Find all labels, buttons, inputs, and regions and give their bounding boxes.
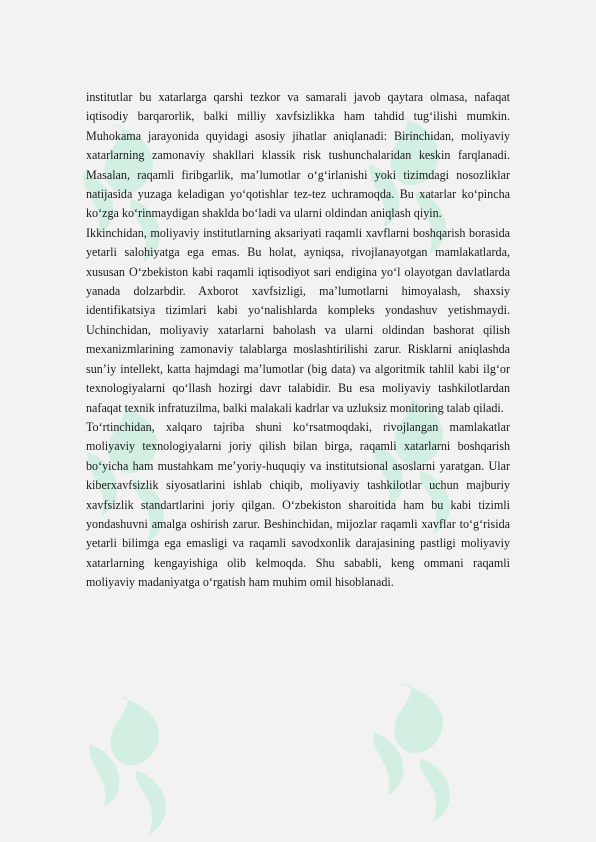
paragraph-2: Ikkinchidan, moliyaviy institutlarning aksariyati raqamli xavflarni boshqarish borasida yetarli salohiyatga ega emas. Bu holat, ayniqsa, rivojlanayotgan mamlakatlarda, xususan O‘zbekiston kabi raqamli iqtisodiyot sari endigina yo‘l olayotgan davlatlarda yanada dolzarbdir. Axborot xavfsizligi, ma’lumotlarni himoyalash, shaxsiy identifikatsiya tizimlari kabi yo‘nalishlarda kompleks yondashuv yetishmaydi. Uchinchidan, moliyaviy xatarlarni baholash va ularni oldindan bashorat qilish mexanizmlarining zamonaviy talablarga moslashtirilishi zarur. Risklarni aniqlashda sun’iy intellekt, katta hajmdagi ma’lumotlar (big data) va algoritmik tahlil kabi ilg‘or texnologiyalarni qo‘llash hozirgi davr talabidir. Bu esa moliyaviy tashkilotlardan nafaqat texnik infratuzilma, balki malakali kadrlar va uzluksiz monitoring talab qiladi. bbox=[86, 225, 510, 415]
paragraph-1: institutlar bu xatarlarga qarshi tezkor va samarali javob qaytara olmasa, nafaqat iqtisodiy barqarorlik, balki milliy xavfsizlikka ham tahdid tug‘ilishi mumkin. Muhokama jarayonida quyidagi asosiy jihatlar aniqlanadi: Birinchidan, moliyaviy xatarlarning zamonaviy shakllari klassik risk tushunchalaridan keskin farqlanadi. Masalan, raqamli firibgarlik, ma’lumotlar o‘g‘irlanishi yoki tizimdagi nosozliklar natijasida yuzaga keladigan yo‘qotishlar tez-tez uchramoqda. Bu xatarlar ko‘pincha ko‘zga ko‘rinmaydigan shaklda bo‘ladi va ularni oldindan aniqlash qiyin. bbox=[86, 90, 510, 221]
leaf-logo-icon bbox=[71, 681, 189, 842]
document-body bbox=[86, 88, 510, 593]
paragraph-3: To‘rtinchidan, xalqaro tajriba shuni ko‘rsatmoqdaki, rivojlangan mamlakatlar moliyaviy texnologiyalarni joriy qilish bilan birga, raqamli xatarlarni boshqarish bo‘yicha ham mustahkam me’yoriy-huquqiy va institutsional asoslarni yaratgan. Ular kiberxavfsizlik siyosatlarini ishlab chiqib, moliyaviy tashkilotlar uchun majburiy xavfsizlik standartlarini joriy qilgan. O‘zbekiston sharoitida ham bu kabi tizimli yondashuvni amalga oshirish zarur. Beshinchidan, mijozlar raqamli xavflar to‘g‘risida yetarli bilimga ega emasligi va raqamli savodxonlik darajasining pastligi moliyaviy xatarlarning kengayishiga olib kelmoqda. Shu sababli, keng ommani raqamli moliyaviy madaniyatga o‘rgatish ham muhim omil hisoblanadi. bbox=[86, 419, 510, 590]
leaf-logo-icon bbox=[355, 669, 473, 833]
